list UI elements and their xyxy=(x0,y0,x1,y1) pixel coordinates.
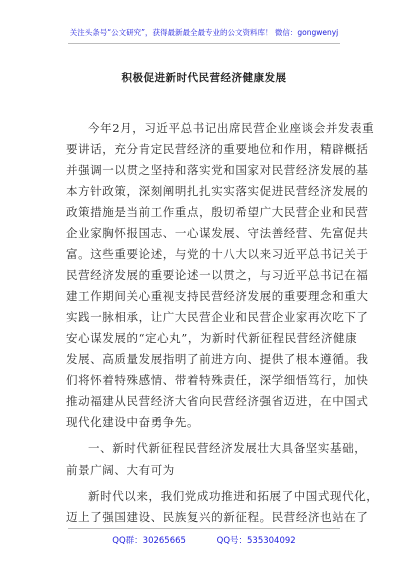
body-line: 实践一脉相承，让广大民营企业和民营企业家再次吃下了 xyxy=(66,310,369,324)
section-heading-line: 一、新时代新征程民营经济发展壮大具备坚实基础， xyxy=(88,441,367,455)
body-line: 政策措施是当前工作重点，殷切希望广大民营企业和民营 xyxy=(66,205,369,219)
body-line: 迈上了强国建设、民族复兴的新征程。民营经济也站在了 xyxy=(66,510,369,524)
body-line: 企业家胸怀报国志、一心谋发展、守法善经营、先富促共 xyxy=(66,226,369,240)
footer-divider xyxy=(68,528,340,529)
body-line: 并强调一以贯之坚持和落实党和国家对民营经济发展的基 xyxy=(66,163,369,177)
body-line: 们将怀着特殊感情、带着特殊责任，深学细悟笃行，加快 xyxy=(66,373,369,387)
body-line: 本方针政策，深刻阐明扎扎实实落实促进民营经济发展的 xyxy=(66,184,369,198)
body-line: 安心谋发展的“定心丸”，为新时代新征程民营经济健康 xyxy=(66,331,358,345)
body-line: 建工作期间关心重视支持民营经济发展的重要理念和重大 xyxy=(66,289,369,303)
body-line: 今年2月，习近平总书记出席民营企业座谈会并发表重 xyxy=(88,121,375,135)
header-promo-note: 关注头条号“公文研究”，获得最新最全最专业的公文资料库！ 微信：gongwenyj xyxy=(69,28,339,37)
body-line: 富。这些重要论述，与党的十八大以来习近平总书记关于 xyxy=(66,247,369,261)
body-line: 推动福建从民营经济大省向民营经济强省迈进，在中国式 xyxy=(66,394,369,408)
body-line: 民营经济发展的重要论述一以贯之，与习近平总书记在福 xyxy=(66,268,369,282)
body-line: 现代化建设中奋勇争先。 xyxy=(66,415,200,429)
footer-contact xyxy=(0,534,408,546)
footer-qq-group: QQ群：30265665 xyxy=(112,536,186,546)
body-line: 新时代以来，我们党成功推进和拓展了中国式现代化， xyxy=(88,489,379,503)
footer-qq-number: QQ号：535304092 xyxy=(216,536,296,546)
section-heading-line: 前景广阔、大有可为 xyxy=(66,463,175,477)
body-line: 发展、高质量发展指明了前进方向、提供了根本遵循。我 xyxy=(66,352,369,366)
header-divider xyxy=(68,43,340,44)
body-line: 要讲话，充分肯定民营经济的重要地位和作用，精辟概括 xyxy=(66,142,369,156)
document-title: 积极促进新时代民营经济健康发展 xyxy=(121,72,287,84)
